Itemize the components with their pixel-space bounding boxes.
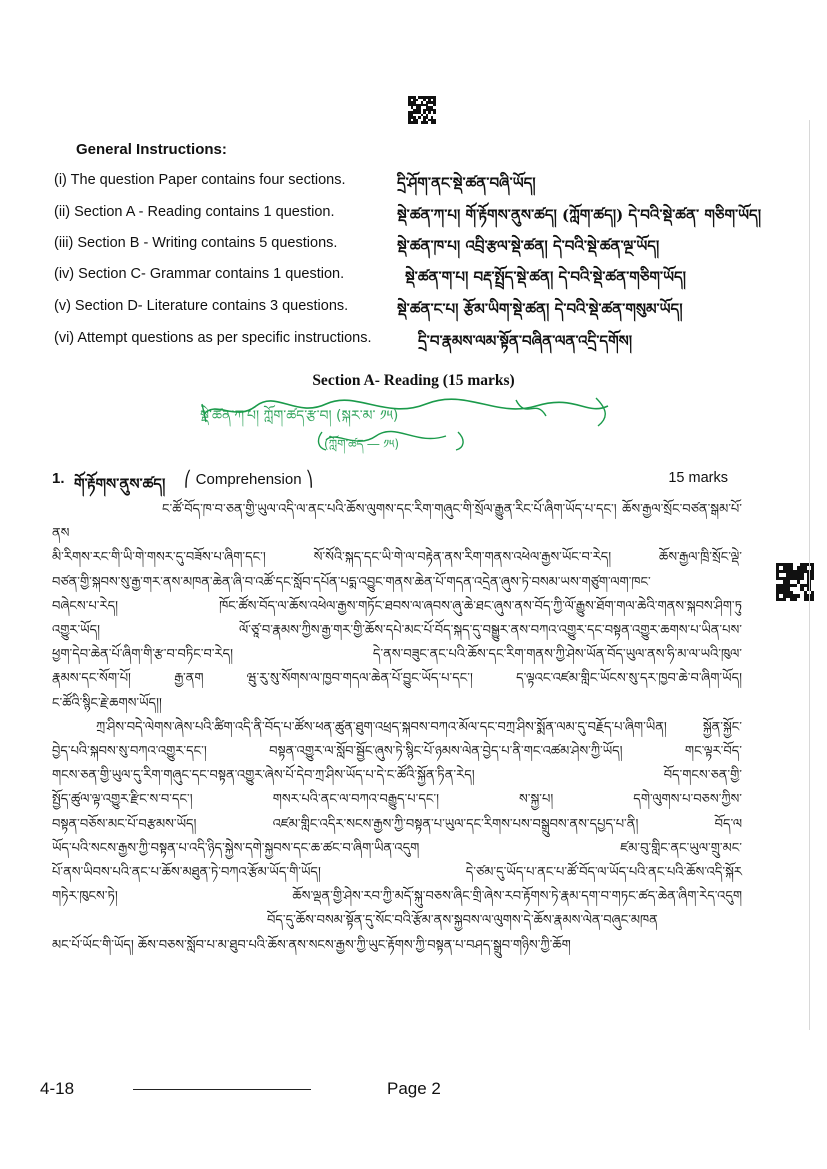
passage-line: བོད་དུ་ཆོས་བསམ་སྟོན་དུ་སོང་བའི་རྩོམ་ནས་སྐྱབས་ལ་ལུགས་དེ་ཆོས་རྣམས་ལེན་བཞུང་མཁན [267, 913, 658, 929]
section-title: Section A- Reading (15 marks) [312, 372, 515, 389]
instruction-bo: དྲི་བ་རྣམས་ལམ་སྟོན་བཞིན་ལན་འདྲི་དགོས། [418, 332, 633, 350]
page-code: 4-18 [40, 1079, 75, 1098]
passage-line: མང་པོ་ཡོང་གི་ཡོད། ཆོས་བཅས་སློབ་པ་མ་ཐུབ་པའི་ཆོས་ནས་སངས་རྒྱས་ཀྱི་ཡུང་རྟོགས་ཀྱི་བསྟན་པ་བཤད་སྒྲུབ་གཉིས་ཀྱི་ཆོག [52, 937, 571, 953]
qr-grid [408, 96, 436, 124]
passage-line: རྣམས་དང་སོག་པོ། རྒྱ་ནག ཝུ་རུ་སུ་སོགས་ལ་ཁྱབ་གདལ་ཆེན་པོ་བྱུང་ཡོད་པ་དང་། ད་ལྟའང་འཛམ་གླིང་ཡོངས་སུ་དར་ཁྱབ་ཆེ་བ་ཞིག་ཡོད། [52, 671, 742, 687]
handwritten-note-line2: (ཀློག་ཚད ― ༡༥) [324, 437, 400, 451]
instruction-bo: སྡེ་ཚན་ཀ་པ། གོ་རྟོགས་ནུས་ཚད། (ཀློག་ཚད།) དེ་བའི་སྡེ་ཚན་ གཅིག་ཡོད། [397, 206, 762, 224]
instruction-bo: དྲི་ཤོག་ནང་སྡེ་ཚན་བཞི་ཡོད། [397, 174, 536, 192]
qr-module [811, 598, 814, 601]
instruction-bo: སྡེ་ཚན་ང་པ། རྩོམ་ཡིག་སྡེ་ཚན། དེ་བའི་སྡེ་ཚན་གསུམ་ཡོད། [397, 300, 683, 318]
passage-line: ང་ཚོ་བོད་ཁ་བ་ཅན་གྱི་ཡུལ་འདི་ལ་ནང་པའི་ཆོས་ལུགས་དང་རིག་གཞུང་གི་སྲོལ་རྒྱུན་རིང་པོ་ཞིག་ཡོད་པ་དང་། ཆོས་རྒྱལ་སྲོང་བཙན་སྒམ་པོ་ནས [52, 502, 742, 542]
passage-line: ཀྲ་ཤིས་བདེ་ལེགས་ཞེས་པའི་ཚིག་འདི་ནི་བོད་པ་ཚོས་ཕན་ཚུན་ཐུག་འཕྲད་སྐབས་བཀའ་མོལ་དང་བཀྲ་ཤིས་སྨོན་ལམ་དུ་བརྗོད་པ་ཞིག་ཡིན། སྐྱོན་སྐྱོང་ [96, 719, 742, 735]
handwritten-note [196, 392, 616, 458]
page-edge-line [809, 120, 810, 1030]
instruction-en: (vi) Attempt questions as per specific instructions. [54, 330, 372, 346]
question-header [52, 468, 728, 492]
passage-line: བཞེངས་པ་རེད། ཁོང་ཚོས་བོད་ལ་ཆོས་འཕེལ་རྒྱས་གཏོང་ཐབས་ལ་ཞབས་ཞུ་ཆེ་ཐང་ཞུས་ནས་བོད་ཀྱི་ལོ་རྒྱུས་ཐོག་གལ་ཆེའི་གནས་སྐབས་ཤིག་ཏུ [52, 598, 742, 614]
instruction-bo: སྡེ་ཚན་ག་པ། བརྡ་སྤྲོད་སྡེ་ཚན། དེ་བའི་སྡེ་ཚན་གཅིག་ཡོད། [405, 268, 686, 286]
general-instructions-title: General Instructions: [76, 141, 227, 158]
instruction-en: (i) The question Paper contains four sections. [54, 172, 346, 188]
passage-line: ཕྱག་དེབ་ཆེན་པོ་ཞིག་གི་རྩ་བ་བཏིང་བ་རེད། དེ་ནས་བཟུང་ནང་པའི་ཆོས་དང་རིག་གནས་ཀྱི་ཤེས་ཡོན་བོད་ཡུལ་ནས་ཧི་མ་ལ་ཡའི་ཁུལ་ [52, 647, 742, 663]
instruction-en: (iv) Section C- Grammar contains 1 question. [54, 266, 345, 282]
handwritten-note-line1: སྡེ་ཚན་ཀ་པ། ཀློག་ཚད་རྩ་བ། (སྐར་མ་ ༡༥) [200, 408, 399, 424]
passage-line: པོ་ནས་ཡིབས་པའི་ནང་པ་ཆོས་མཐུན་ཏེ་བཀའ་རྩོམ་ཡོད་གི་ཡོད། དེ་ཙམ་དུ་ཡོད་པ་ནང་པ་ཚོ་བོད་ལ་ཡོད་པའི་ནང་པའི་ཆོས་འདི་སྐོར [52, 865, 742, 881]
passage-line: ང་ཚོའི་སྙིང་རྗེ་ཆགས་ཡོད།། [52, 695, 162, 711]
instruction-en: (v) Section D- Literature contains 3 questions. [54, 298, 349, 314]
qr-code-icon [408, 96, 436, 124]
question-label-en [184, 470, 313, 488]
instruction-en: (iii) Section B - Writing contains 5 questions. [54, 235, 338, 251]
question-marks: 15 marks [668, 470, 728, 486]
passage-line: བྱེད་པའི་སྐབས་སུ་བཀའ་འགྱུར་དང་། བསྟན་འགྱུར་ལ་སློབ་སྦྱོང་ཞུས་ཏེ་སྙིང་པོ་ཉམས་ལེན་བྱེད་པ་ནི་གང་འཚམ་ཤེས་ཀྱི་ཡོད། གང་ལྟར་བོད་ [52, 744, 742, 760]
passage-line: འགྱུར་ཡོད། ལོ་ཙཱ་བ་རྣམས་ཀྱིས་རྒྱ་གར་གྱི་ཆོས་དཔེ་མང་པོ་བོད་སྐད་དུ་བསྒྱུར་ནས་བཀའ་འགྱུར་དང་བསྟན་འགྱུར་ཆགས་པ་ཡིན་པས་ [52, 623, 742, 639]
bracket-close: ⎞ [301, 471, 314, 488]
page-number: Page 2 [387, 1079, 441, 1098]
comprehension-label: Comprehension [195, 471, 302, 488]
reading-passage [52, 498, 742, 958]
instruction-bo: སྡེ་ཚན་ཁ་པ། འབྲི་རྩལ་སྡེ་ཚན། དེ་བའི་སྡེ་ཚན་ལྔ་ཡོད། [397, 237, 660, 255]
question-label-bo: གོ་རྟོགས་ནུས་ཚད། [74, 475, 166, 493]
passage-line: མི་རིགས་རང་གི་ཡི་གེ་གསར་དུ་བཟོས་པ་ཞིག་དང་། སོ་སོའི་སྐད་དང་ཡི་གེ་ལ་བརྟེན་ནས་རིག་གནས་འཕེལ་རྒྱས་ཡོང་བ་རེད། ཆོས་རྒྱལ་ཁྲི་སྲོང་ལྡེ་ [52, 550, 742, 566]
passage-line: བསྟན་བཅོས་མང་པོ་བརྩམས་ཡོད། འཛམ་གླིང་འདིར་སངས་རྒྱས་ཀྱི་བསྟན་པ་ཡུལ་དང་རིགས་པས་བསྒྲུབས་ནས་དཔྱད་པ་ནི། བོད་ལ [52, 816, 742, 832]
question-number: 1. [52, 470, 65, 487]
qr-module [433, 121, 436, 124]
footer-rule [133, 1089, 311, 1090]
passage-line: སྤྱོད་ཚུལ་ལྟ་འགྱུར་རྫིང་ས་བ་དང་། གསར་པའི་ནང་ལ་བཀའ་བརྒྱུད་པ་དང་། ས་སྐྱ་པ། དགེ་ལུགས་པ་བཅས་ཀྱིས་ [52, 792, 742, 808]
passage-line: ཡོད་པའི་སངས་རྒྱས་ཀྱི་བསྟན་པ་འདི་ཉིད་སྐྱེས་དགེ་སྐྱབས་དང་ཆ་ཚང་བ་ཞིག་ཡིན་འདུག ཛམ་བུ་གླིང་ནང་ཡུལ་གྲུ་མང་ [52, 840, 742, 856]
passage-line: བཙན་གྱི་སྐབས་སུ་རྒྱ་གར་ནས་མཁན་ཆེན་ཞི་བ་འཚོ་དང་སློབ་དཔོན་པདྨ་འབྱུང་གནས་ཆེན་པོ་གདན་འདྲེན་ཞུས་ཏེ་བསམ་ཡས་གཙུག་ལག་ཁང་ [52, 574, 651, 590]
passage-line: གངས་ཅན་གྱི་ཡུལ་དུ་རིག་གཞུང་དང་བསྟན་འགྱུར་ཞེས་པོ་དེབ་ཀྲ་ཤིས་ཡོད་པ་དེ་ང་ཚོའི་སྐྱོན་ཏིན་རེད། བོད་གངས་ཅན་གྱི་ [52, 768, 742, 784]
bracket-open: ⎛ [184, 471, 196, 488]
instruction-en: (ii) Section A - Reading contains 1 question. [54, 204, 335, 220]
passage-line: གཏེར་ཁུངས་ཏེ། ཆོས་ལྡན་གྱི་ཤེས་རབ་ཀྱི་མདོ་སྐུ་བཅས་ཞིང་གྲི་ཞེས་རབ་རྟོགས་ཏེ་རྣམ་དག་བ་གཏང་ཚད་ཆེན་ཞིག་རེད་འདུག [52, 889, 742, 905]
